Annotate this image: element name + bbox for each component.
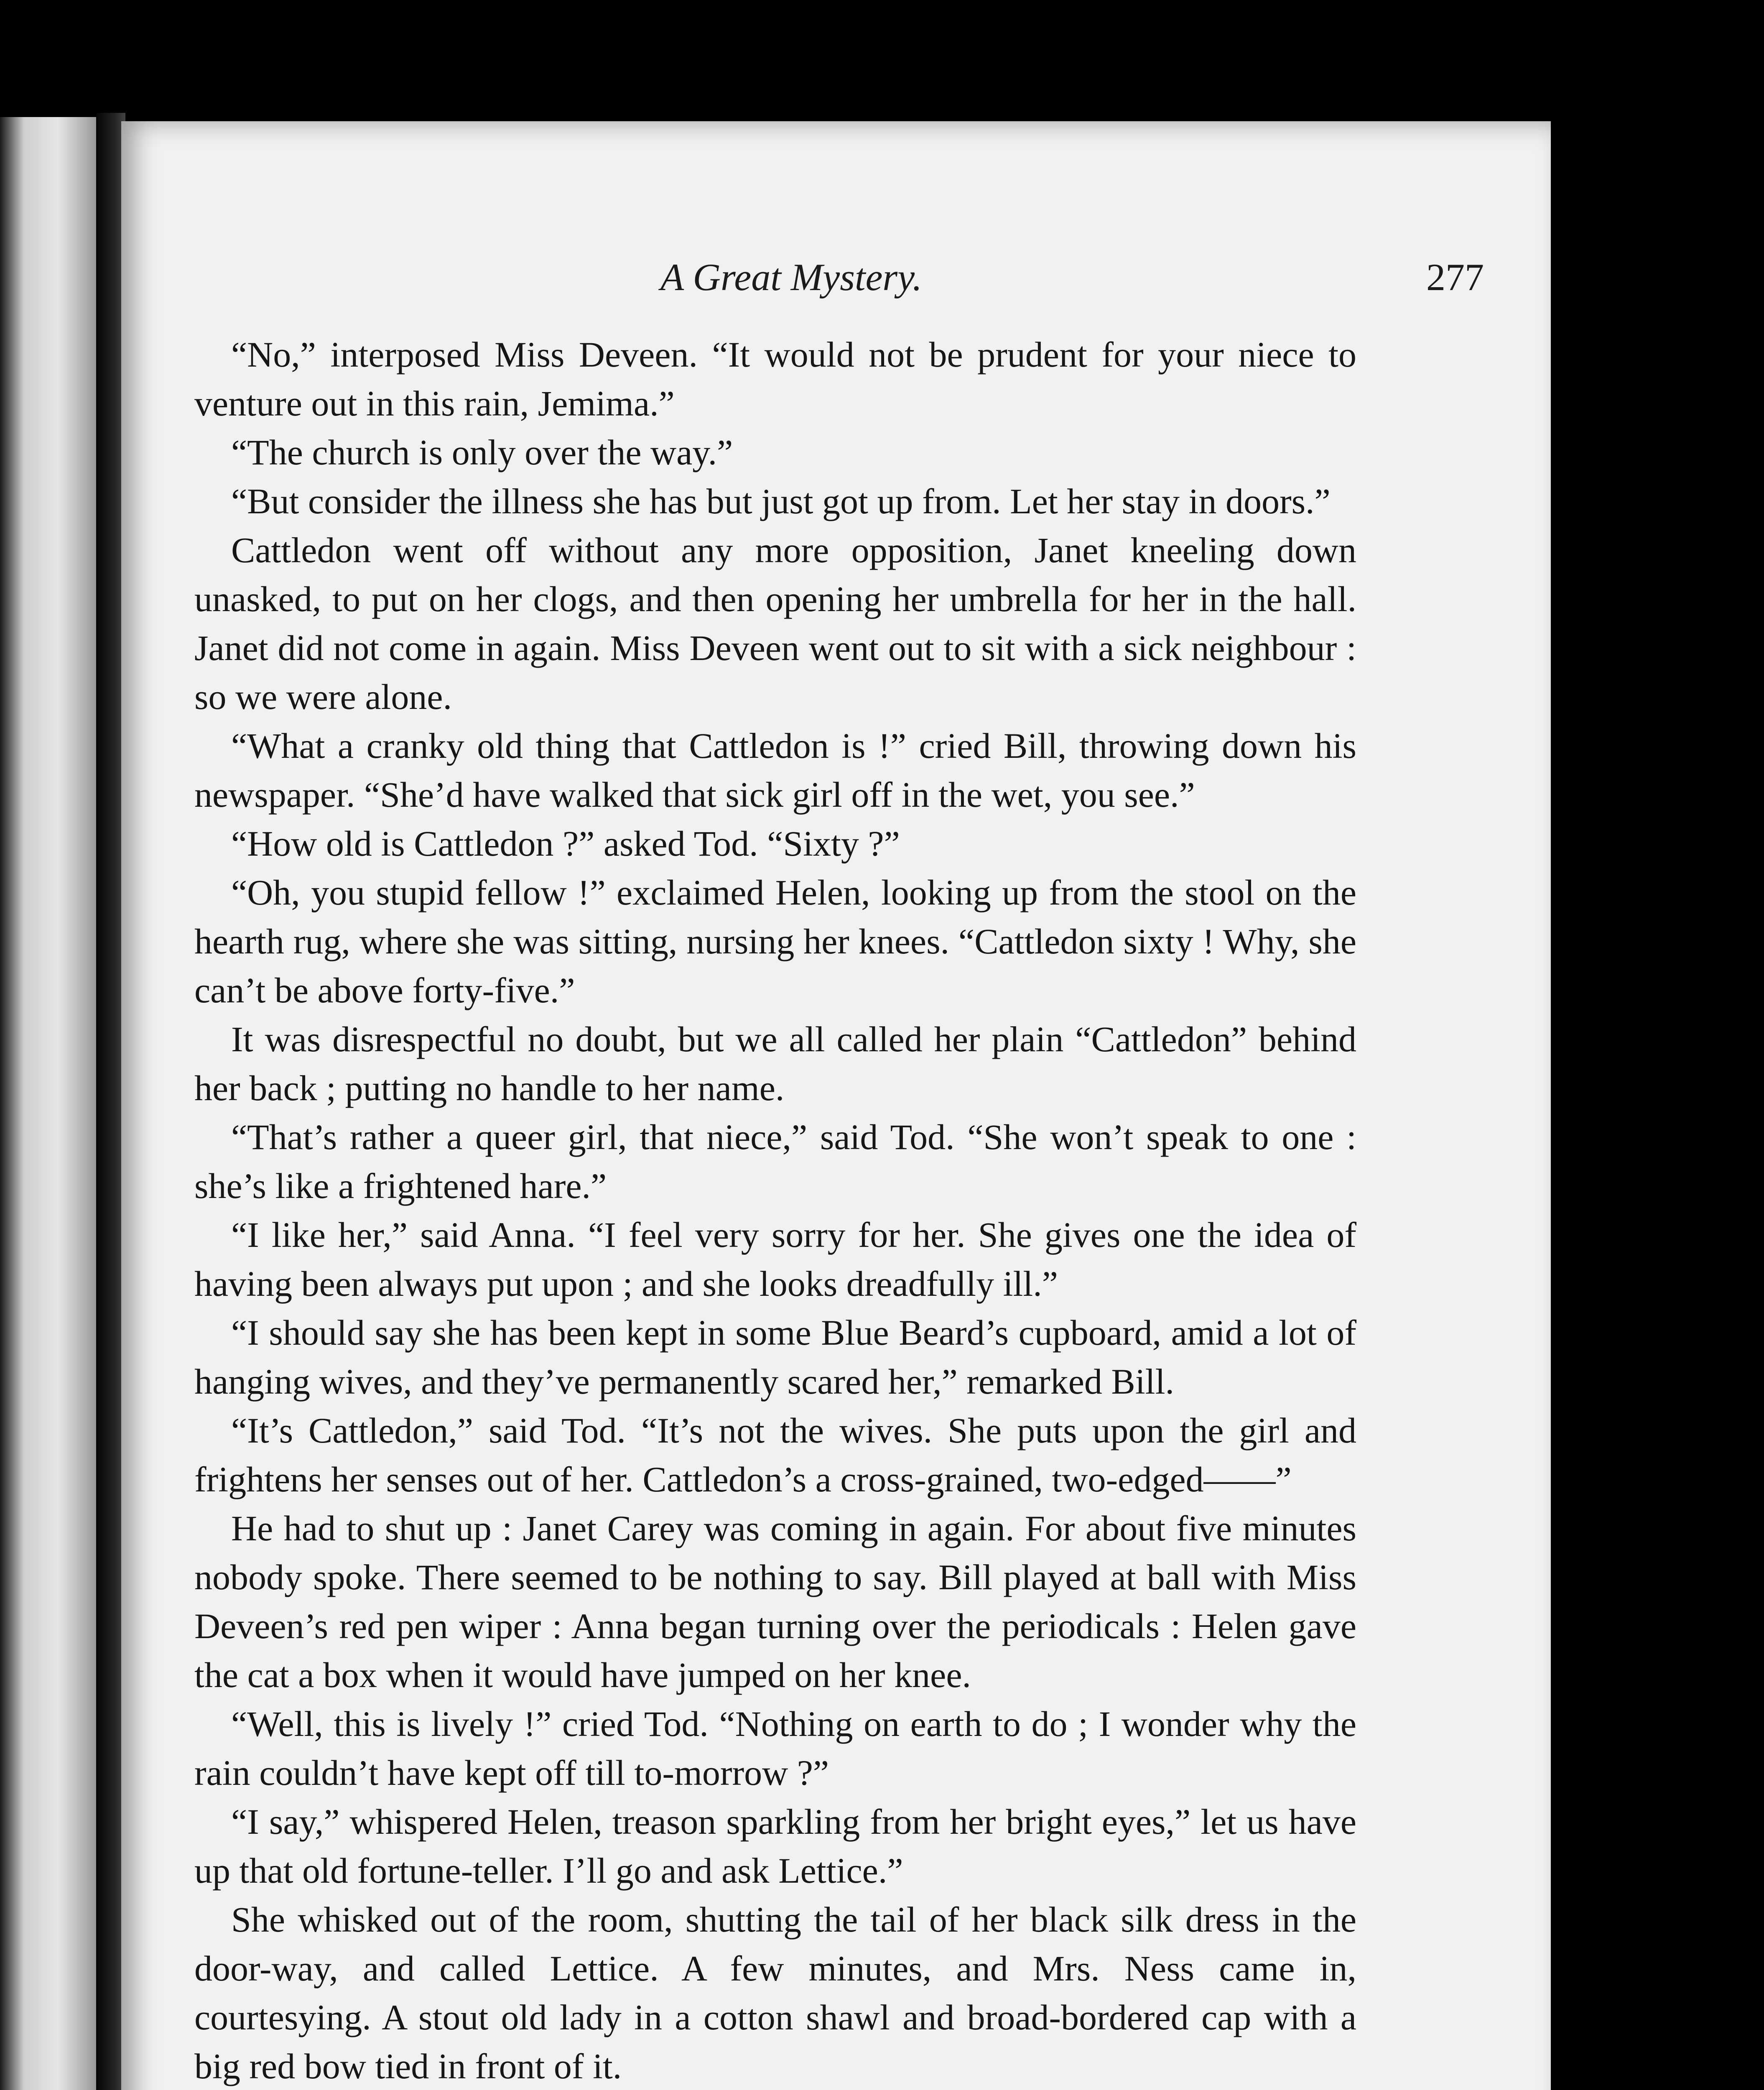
paragraph: “The church is only over the way.” [231, 432, 733, 472]
paragraph: “How old is Cattledon ?” asked Tod. “Sixty ?” [231, 823, 900, 864]
facing-page-edge [0, 117, 96, 2090]
paragraph: Cattledon went off without any more opposition, Janet kneeling down unasked, to put on her clogs, and then opening her umbrella for her in the hall. Janet did not come in again. Miss Deveen went out to sit with a sick neighbour : so we were alone. [194, 530, 1356, 717]
running-title: A Great Mystery. [660, 256, 922, 298]
paragraph: “No,” interposed Miss Deveen. “It would not be prudent for your niece to venture out in this rain, Jemima.” [194, 334, 1356, 423]
running-head [121, 255, 1551, 301]
body-text [194, 330, 1356, 2090]
page-number: 277 [1426, 256, 1484, 298]
paragraph: “Well, this is lively !” cried Tod. “Nothing on earth to do ; I wonder why the rain couldn’t have kept off till to-morrow ?” [194, 1704, 1356, 1793]
paragraph: “I should say she has been kept in some Blue Beard’s cupboard, amid a lot of hanging wives, and they’ve permanently scared her,” remarked Bill. [194, 1313, 1356, 1402]
paragraph: “But consider the illness she has but just got up from. Let her stay in doors.” [231, 481, 1331, 521]
paragraph: “What a cranky old thing that Cattledon is !” cried Bill, throwing down his newspaper. “She’d have walked that sick girl off in the wet, you see.” [194, 726, 1356, 815]
paragraph: She whisked out of the room, shutting the tail of her black silk dress in the door-way, and called Lettice. A few minutes, and Mrs. Ness came in, courtesying. A stout old lady in a cotton shawl and broad-bordered cap with a big red bow tied in front of it. [194, 1899, 1356, 2086]
paragraph: “It’s Cattledon,” said Tod. “It’s not the wives. She puts upon the girl and frightens her senses out of her. Cattledon’s a cross-grained, two-edged——” [194, 1410, 1356, 1499]
paragraph: He had to shut up : Janet Carey was coming in again. For about five minutes nobody spoke. There seemed to be nothing to say. Bill played at ball with Miss Deveen’s red pen wiper : Anna began turning over the periodicals : Helen gave the cat a box when it would have jumped on her knee. [194, 1508, 1356, 1695]
paragraph: “I say,” whispered Helen, treason sparkling from her bright eyes,” let us have up that old fortune-teller. I’ll go and ask Lettice.” [194, 1802, 1356, 1891]
book-page [121, 121, 1551, 2090]
paragraph: “Oh, you stupid fellow !” exclaimed Helen, looking up from the stool on the hearth rug, where she was sitting, nursing her knees. “Cattledon sixty ! Why, she can’t be above forty-five.” [194, 872, 1356, 1010]
paragraph: It was disrespectful no doubt, but we all called her plain “Cattledon” behind her back ; putting no handle to her name. [194, 1019, 1356, 1108]
paragraph: “I like her,” said Anna. “I feel very sorry for her. She gives one the idea of having been always put upon ; and she looks dreadfully ill.” [194, 1215, 1356, 1304]
paragraph: “That’s rather a queer girl, that niece,” said Tod. “She won’t speak to one : she’s like a frightened hare.” [194, 1117, 1356, 1206]
